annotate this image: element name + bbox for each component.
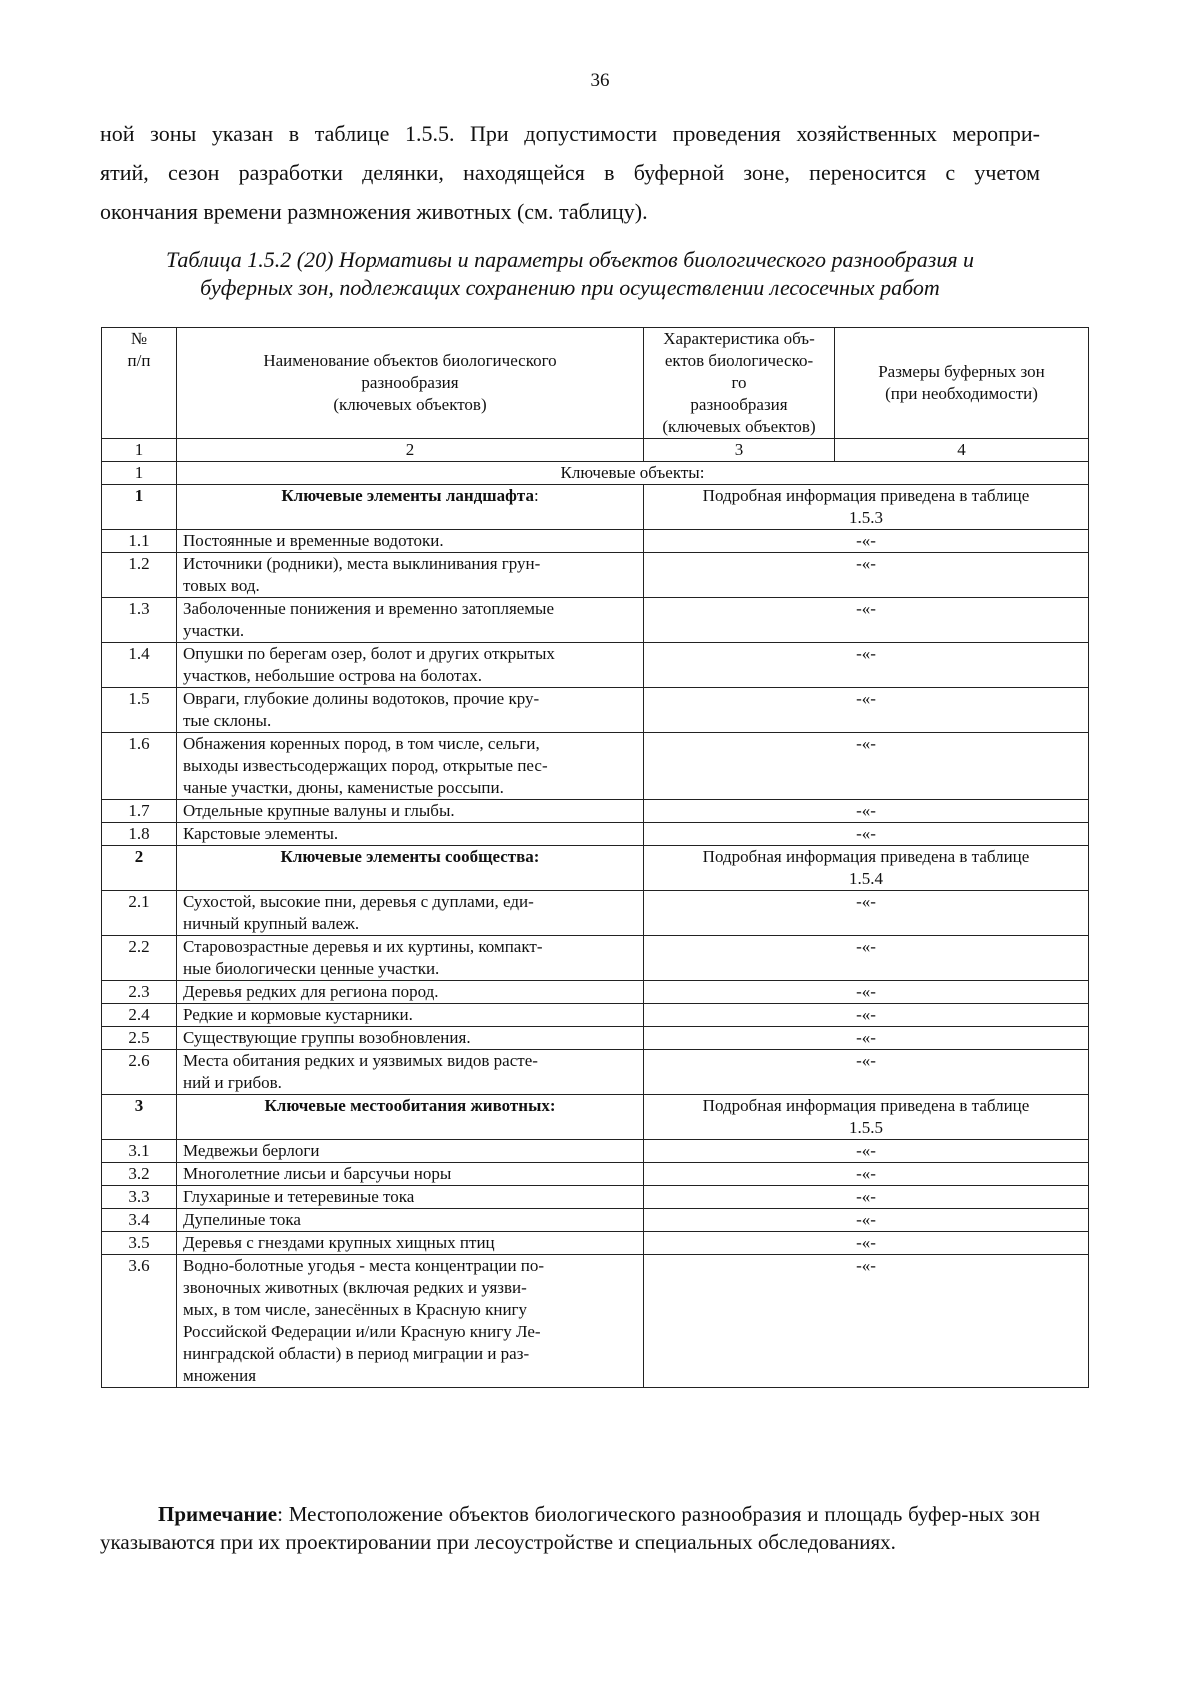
section-title bbox=[177, 485, 644, 530]
caption-line: Таблица 1.5.2 (20) Нормативы и параметры объектов биологического разнообразия и bbox=[165, 247, 975, 272]
row-name-line: Заболоченные понижения и временно затопляемые bbox=[183, 599, 555, 618]
section-info-line: Подробная информация приведена в таблице bbox=[702, 1096, 1030, 1115]
row-num: 1.4 bbox=[102, 643, 177, 688]
row-name-line: Места обитания редких и уязвимых видов расте- bbox=[183, 1051, 538, 1070]
row-name-line: выходы известьсодержащих пород, открытые пес- bbox=[183, 756, 548, 775]
key-objects-label: Ключевые объекты: bbox=[177, 462, 1089, 485]
row-mark: -«- bbox=[644, 823, 1089, 846]
table-row bbox=[102, 1186, 1089, 1209]
section-row bbox=[102, 485, 1089, 530]
section-num: 2 bbox=[102, 846, 177, 891]
row-mark: -«- bbox=[644, 1186, 1089, 1209]
section-title-text: Ключевые элементы сообщества: bbox=[280, 847, 540, 866]
row-mark: -«- bbox=[644, 1050, 1089, 1095]
row-name-line: товых вод. bbox=[183, 576, 260, 595]
row-num: 2.2 bbox=[102, 936, 177, 981]
row-mark: -«- bbox=[644, 553, 1089, 598]
table-row bbox=[102, 936, 1089, 981]
row-name bbox=[177, 1050, 644, 1095]
row-name-line: Деревья с гнездами крупных хищных птиц bbox=[183, 1233, 495, 1252]
row-mark: -«- bbox=[644, 1163, 1089, 1186]
header-name: Наименование объектов биологического разнообразия (ключевых объектов) bbox=[177, 328, 644, 439]
table-row bbox=[102, 1255, 1089, 1388]
row-name-line: Источники (родники), места выклинивания грун- bbox=[183, 554, 541, 573]
row-name-line: Водно-болотные угодья - места концентрации по- bbox=[183, 1256, 545, 1275]
row-name-line: нинградской области) в период миграции и раз- bbox=[183, 1344, 530, 1363]
section-info-line: Подробная информация приведена в таблице bbox=[702, 847, 1030, 866]
row-name bbox=[177, 823, 644, 846]
row-name bbox=[177, 1186, 644, 1209]
row-name bbox=[177, 553, 644, 598]
row-name-line: ничный крупный валеж. bbox=[183, 914, 360, 933]
table-row bbox=[102, 1140, 1089, 1163]
table-row bbox=[102, 800, 1089, 823]
row-name-line: ний и грибов. bbox=[183, 1073, 282, 1092]
row-name-line: множения bbox=[183, 1366, 257, 1385]
row-name bbox=[177, 1163, 644, 1186]
row-name-line: тые склоны. bbox=[183, 711, 272, 730]
section-info-line: Подробная информация приведена в таблице bbox=[702, 486, 1030, 505]
row-num: 1.2 bbox=[102, 553, 177, 598]
row-mark: -«- bbox=[644, 530, 1089, 553]
row-name-line: ные биологически ценные участки. bbox=[183, 959, 440, 978]
row-name-line: Многолетние лисьи и барсучьи норы bbox=[183, 1164, 452, 1183]
row-mark: -«- bbox=[644, 1004, 1089, 1027]
row-mark: -«- bbox=[644, 1140, 1089, 1163]
section-info-line: 1.5.5 bbox=[849, 1118, 883, 1137]
header-buffer-size: Размеры буферных зон (при необходимости) bbox=[835, 328, 1089, 439]
section-row bbox=[102, 1095, 1089, 1140]
row-mark: -«- bbox=[644, 936, 1089, 981]
table-row bbox=[102, 1050, 1089, 1095]
table-row bbox=[102, 981, 1089, 1004]
row-mark: -«- bbox=[644, 643, 1089, 688]
header-characteristic: Характеристика объ- ектов биологическо- го разнообразия (ключевых объектов) bbox=[644, 328, 835, 439]
row-name-line: Постоянные и временные водотоки. bbox=[183, 531, 444, 550]
table-row bbox=[102, 1209, 1089, 1232]
row-num: 3.2 bbox=[102, 1163, 177, 1186]
row-name bbox=[177, 1027, 644, 1050]
table-row bbox=[102, 1163, 1089, 1186]
caption-line: буферных зон, подлежащих сохранению при осуществлении лесосечных работ bbox=[200, 275, 940, 300]
row-mark: -«- bbox=[644, 1027, 1089, 1050]
row-mark: -«- bbox=[644, 733, 1089, 800]
row-mark: -«- bbox=[644, 800, 1089, 823]
row-num: 2.1 bbox=[102, 891, 177, 936]
section-info-line: 1.5.4 bbox=[849, 869, 883, 888]
row-name-line: Карстовые элементы. bbox=[183, 824, 339, 843]
row-name-line: Медвежьи берлоги bbox=[183, 1141, 320, 1160]
section-title-suffix: : bbox=[533, 486, 539, 505]
row-mark: -«- bbox=[644, 598, 1089, 643]
row-num: 1.6 bbox=[102, 733, 177, 800]
row-num: 1.3 bbox=[102, 598, 177, 643]
header-num: № п/п bbox=[102, 328, 177, 439]
row-name-line: Отдельные крупные валуны и глыбы. bbox=[183, 801, 455, 820]
row-name bbox=[177, 981, 644, 1004]
row-num: 3.3 bbox=[102, 1186, 177, 1209]
col-number: 4 bbox=[835, 439, 1089, 462]
section-title bbox=[177, 1095, 644, 1140]
row-name-line: Редкие и кормовые кустарники. bbox=[183, 1005, 413, 1024]
table-row bbox=[102, 530, 1089, 553]
row-name-line: звоночных животных (включая редких и уязви- bbox=[183, 1278, 527, 1297]
intro-text bbox=[100, 114, 1040, 231]
col-number: 1 bbox=[102, 439, 177, 462]
row-name-line: Глухариные и тетеревиные тока bbox=[183, 1187, 415, 1206]
row-name-line: Существующие группы возобновления. bbox=[183, 1028, 471, 1047]
note bbox=[100, 1500, 1040, 1556]
column-number-row bbox=[102, 439, 1089, 462]
table-row bbox=[102, 1027, 1089, 1050]
table-row bbox=[102, 1232, 1089, 1255]
table-row bbox=[102, 1004, 1089, 1027]
row-name bbox=[177, 1004, 644, 1027]
row-name-line: Деревья редких для региона пород. bbox=[183, 982, 439, 1001]
section-num: 3 bbox=[102, 1095, 177, 1140]
table-row bbox=[102, 553, 1089, 598]
table-row bbox=[102, 688, 1089, 733]
header-row bbox=[102, 328, 1089, 439]
intro-line: ной зоны указан в таблице 1.5.5. При допустимости проведения хозяйственных меропри- bbox=[100, 121, 1040, 146]
section-title-text: Ключевые местообитания животных: bbox=[264, 1096, 556, 1115]
row-mark: -«- bbox=[644, 891, 1089, 936]
row-name-line: мых, в том числе, занесённых в Красную книгу bbox=[183, 1300, 528, 1319]
intro-line: ятий, сезон разработки делянки, находящейся в буферной зоне, переносится с учетом bbox=[100, 160, 1040, 185]
table-row bbox=[102, 643, 1089, 688]
section-num: 1 bbox=[102, 485, 177, 530]
row-name bbox=[177, 643, 644, 688]
row-num: 2.6 bbox=[102, 1050, 177, 1095]
biodiversity-table bbox=[101, 327, 1089, 1388]
key-objects-row bbox=[102, 462, 1089, 485]
page-number: 36 bbox=[590, 70, 610, 91]
section-row bbox=[102, 846, 1089, 891]
section-info-line: 1.5.3 bbox=[849, 508, 883, 527]
section-info bbox=[644, 846, 1089, 891]
row-num: 2.3 bbox=[102, 981, 177, 1004]
table-row bbox=[102, 733, 1089, 800]
row-name bbox=[177, 598, 644, 643]
intro-line: окончания времени размножения животных (см. таблицу). bbox=[100, 199, 648, 224]
row-num: 1.1 bbox=[102, 530, 177, 553]
section-title bbox=[177, 846, 644, 891]
table-row bbox=[102, 891, 1089, 936]
row-name bbox=[177, 1232, 644, 1255]
table-row bbox=[102, 823, 1089, 846]
row-name-line: Опушки по берегам озер, болот и других открытых bbox=[183, 644, 555, 663]
row-mark: -«- bbox=[644, 1232, 1089, 1255]
row-num: 3.1 bbox=[102, 1140, 177, 1163]
row-name bbox=[177, 688, 644, 733]
section-info bbox=[644, 1095, 1089, 1140]
row-name bbox=[177, 530, 644, 553]
table-row bbox=[102, 598, 1089, 643]
row-num: 2.4 bbox=[102, 1004, 177, 1027]
section-info bbox=[644, 485, 1089, 530]
row-name bbox=[177, 1209, 644, 1232]
row-name-line: Российской Федерации и/или Красную книгу Ле- bbox=[183, 1322, 541, 1341]
col-number: 3 bbox=[644, 439, 835, 462]
row-name bbox=[177, 891, 644, 936]
row-name bbox=[177, 1255, 644, 1388]
row-name-line: Овраги, глубокие долины водотоков, прочие кру- bbox=[183, 689, 540, 708]
row-name-line: участков, небольшие острова на болотах. bbox=[183, 666, 482, 685]
row-name-line: участки. bbox=[183, 621, 245, 640]
note-text: : Местоположение объектов биологического разнообразия и площадь буфер-ных зон указываются при их проектировании при лесоустройстве и специальных обследованиях. bbox=[100, 1502, 1040, 1554]
row-mark: -«- bbox=[644, 688, 1089, 733]
row-name-line: Дупелиные тока bbox=[183, 1210, 301, 1229]
row-mark: -«- bbox=[644, 1209, 1089, 1232]
row-name bbox=[177, 800, 644, 823]
row-name-line: чаные участки, дюны, каменистые россыпи. bbox=[183, 778, 504, 797]
col-number: 2 bbox=[177, 439, 644, 462]
row-num: 1.5 bbox=[102, 688, 177, 733]
row-name bbox=[177, 1140, 644, 1163]
table-caption bbox=[100, 246, 1040, 302]
row-num: 1.7 bbox=[102, 800, 177, 823]
row-num: 1.8 bbox=[102, 823, 177, 846]
row-num: 3.4 bbox=[102, 1209, 177, 1232]
row-name-line: Сухостой, высокие пни, деревья с дуплами, еди- bbox=[183, 892, 534, 911]
row-name-line: Старовозрастные деревья и их куртины, компакт- bbox=[183, 937, 543, 956]
section-title-text: Ключевые элементы ландшафта bbox=[281, 486, 534, 505]
row-mark: -«- bbox=[644, 1255, 1089, 1388]
row-num: 3.5 bbox=[102, 1232, 177, 1255]
note-label: Примечание bbox=[158, 1502, 278, 1526]
row-num: 3.6 bbox=[102, 1255, 177, 1388]
row-mark: -«- bbox=[644, 981, 1089, 1004]
row-name bbox=[177, 733, 644, 800]
row-name bbox=[177, 936, 644, 981]
row-name-line: Обнажения коренных пород, в том числе, сельги, bbox=[183, 734, 540, 753]
key-objects-num: 1 bbox=[102, 462, 177, 485]
row-num: 2.5 bbox=[102, 1027, 177, 1050]
